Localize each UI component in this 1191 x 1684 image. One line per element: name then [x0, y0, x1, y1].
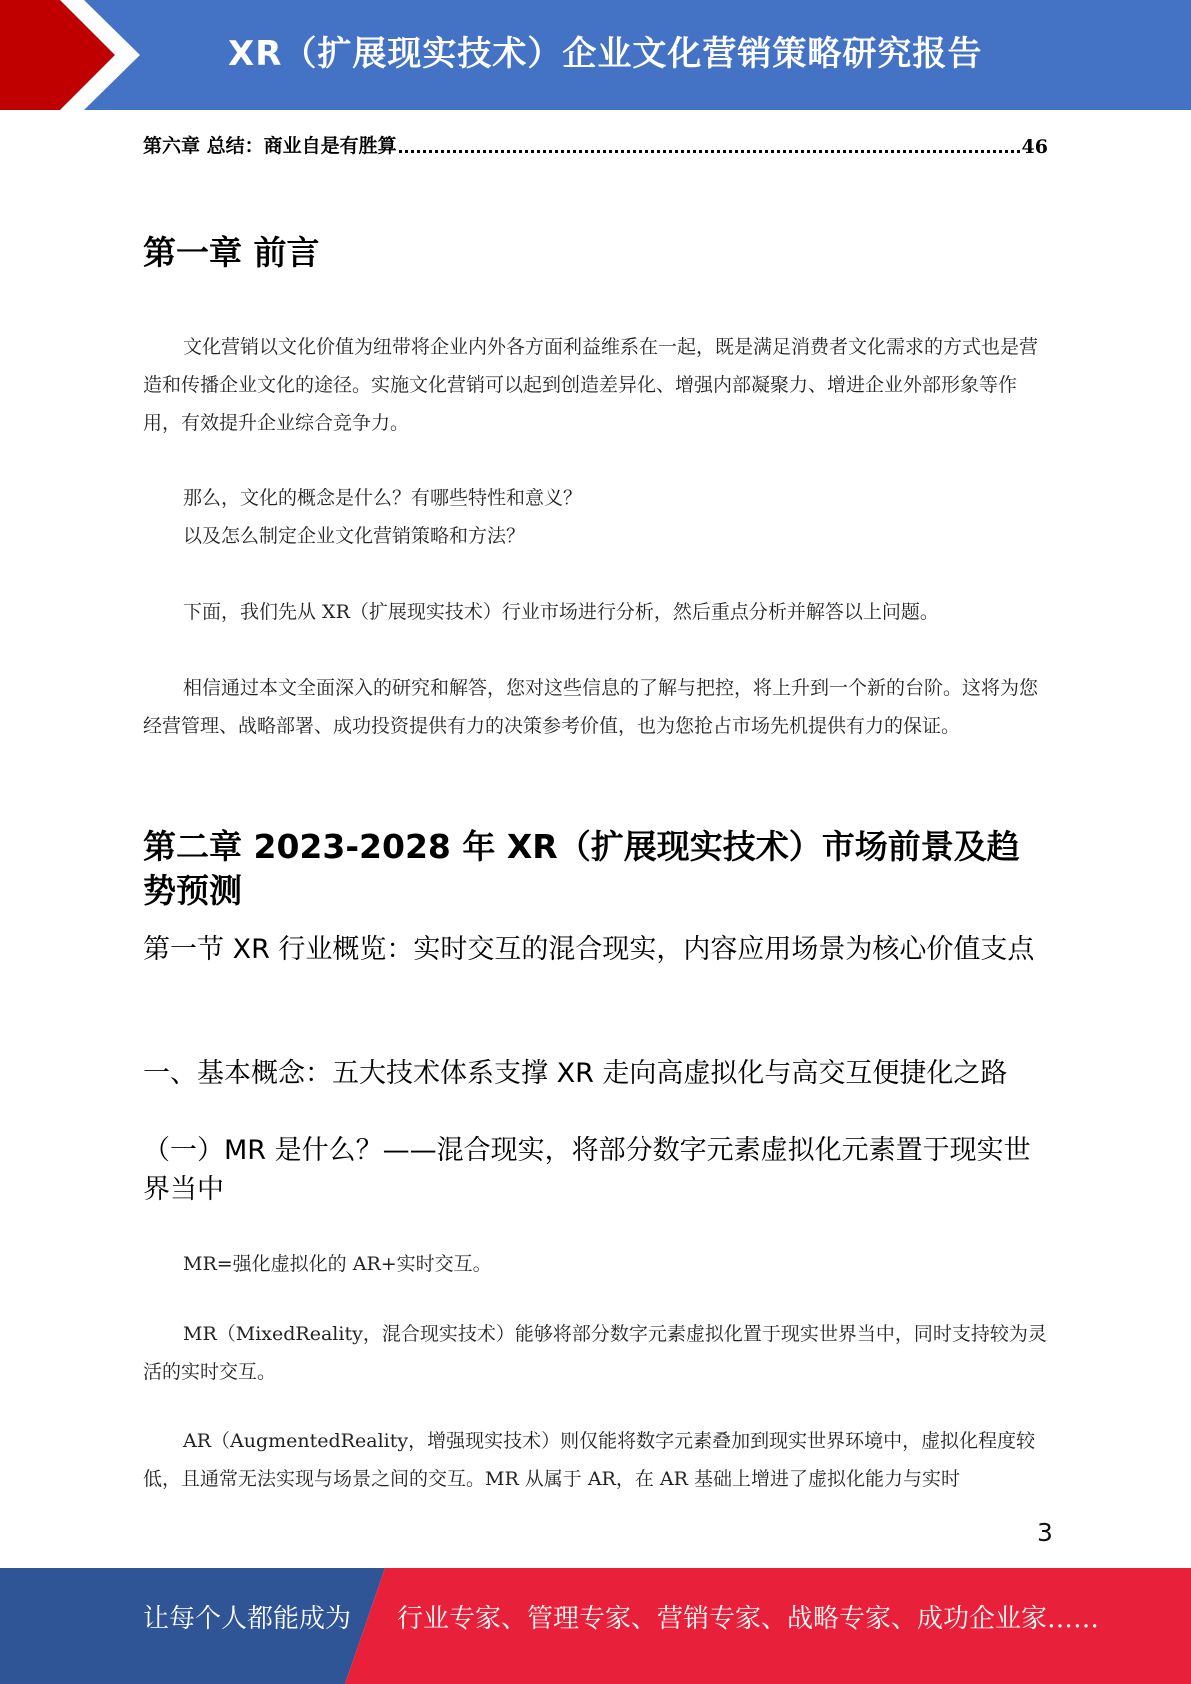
- chapter-1-heading: 第一章 前言: [143, 233, 320, 272]
- section-1-heading: 第一节 XR 行业概览：实时交互的混合现实，内容应用场景为核心价值支点: [143, 934, 1035, 965]
- chapter-2-heading: 第二章 2023-2028 年 XR（扩展现实技术）市场前景及趋势预测: [143, 827, 1020, 910]
- subsection-2-heading: （一）MR 是什么？——混合现实，将部分数字元素虚拟化元素置于现实世界当中: [143, 1135, 1031, 1205]
- chapter-1-paragraph-1: 文化营销以文化价值为纽带将企业内外各方面利益维系在一起，既是满足消费者文化需求的方式也是营造和传播企业文化的途径。实施文化营销可以起到创造差异化、增强内部凝聚力、增进企业外部形象等作用，有效提升企业综合竞争力。: [143, 336, 1039, 434]
- report-title: XR（扩展现实技术）企业文化营销策略研究报告: [228, 34, 983, 74]
- footer-slogan-left: 让每个人都能成为: [143, 1604, 352, 1634]
- toc-leader-dots: [399, 150, 1020, 153]
- toc-entry-label: 第六章 总结：商业自是有胜算: [143, 135, 397, 157]
- header-arrow-decoration: [0, 0, 150, 110]
- chapter-1-question-1: 那么，文化的概念是什么？有哪些特性和意义？: [183, 487, 583, 509]
- toc-entry-page: 46: [1021, 136, 1048, 158]
- chapter-2-paragraph-2: MR（MixedReality，混合现实技术）能够将部分数字元素虚拟化置于现实世界当中，同时支持较为灵活的实时交互。: [143, 1323, 1047, 1383]
- chapter-1-question-2: 以及怎么制定企业文化营销策略和方法？: [183, 525, 526, 547]
- toc-entry[interactable]: [143, 130, 1048, 158]
- report-header: [0, 0, 1191, 110]
- subsection-1-heading: 一、基本概念：五大技术体系支撑 XR 走向高虚拟化与高交互便捷化之路: [143, 1058, 1008, 1089]
- chapter-1-paragraph-3: 相信通过本文全面深入的研究和解答，您对这些信息的了解与把控，将上升到一个新的台阶。这将为您经营管理、战略部署、成功投资提供有力的决策参考价值，也为您抢占市场先机提供有力的保证。: [143, 677, 1039, 737]
- page-number: 3: [1037, 1518, 1053, 1547]
- chapter-1-paragraph-2: 下面，我们先从 XR（扩展现实技术）行业市场进行分析，然后重点分析并解答以上问题。: [183, 601, 939, 623]
- footer-slogan-right: 行业专家、管理专家、营销专家、战略专家、成功企业家……: [397, 1604, 1100, 1634]
- report-footer: [0, 1568, 1191, 1684]
- chapter-2-paragraph-1: MR=强化虚拟化的 AR+实时交互。: [183, 1253, 492, 1275]
- chapter-2-paragraph-3: AR（AugmentedReality，增强现实技术）则仅能将数字元素叠加到现实世界环境中，虚拟化程度较低，且通常无法实现与场景之间的交互。MR 从属于 AR，在 AR 基础上增进了虚拟化能力与实时: [143, 1430, 1036, 1490]
